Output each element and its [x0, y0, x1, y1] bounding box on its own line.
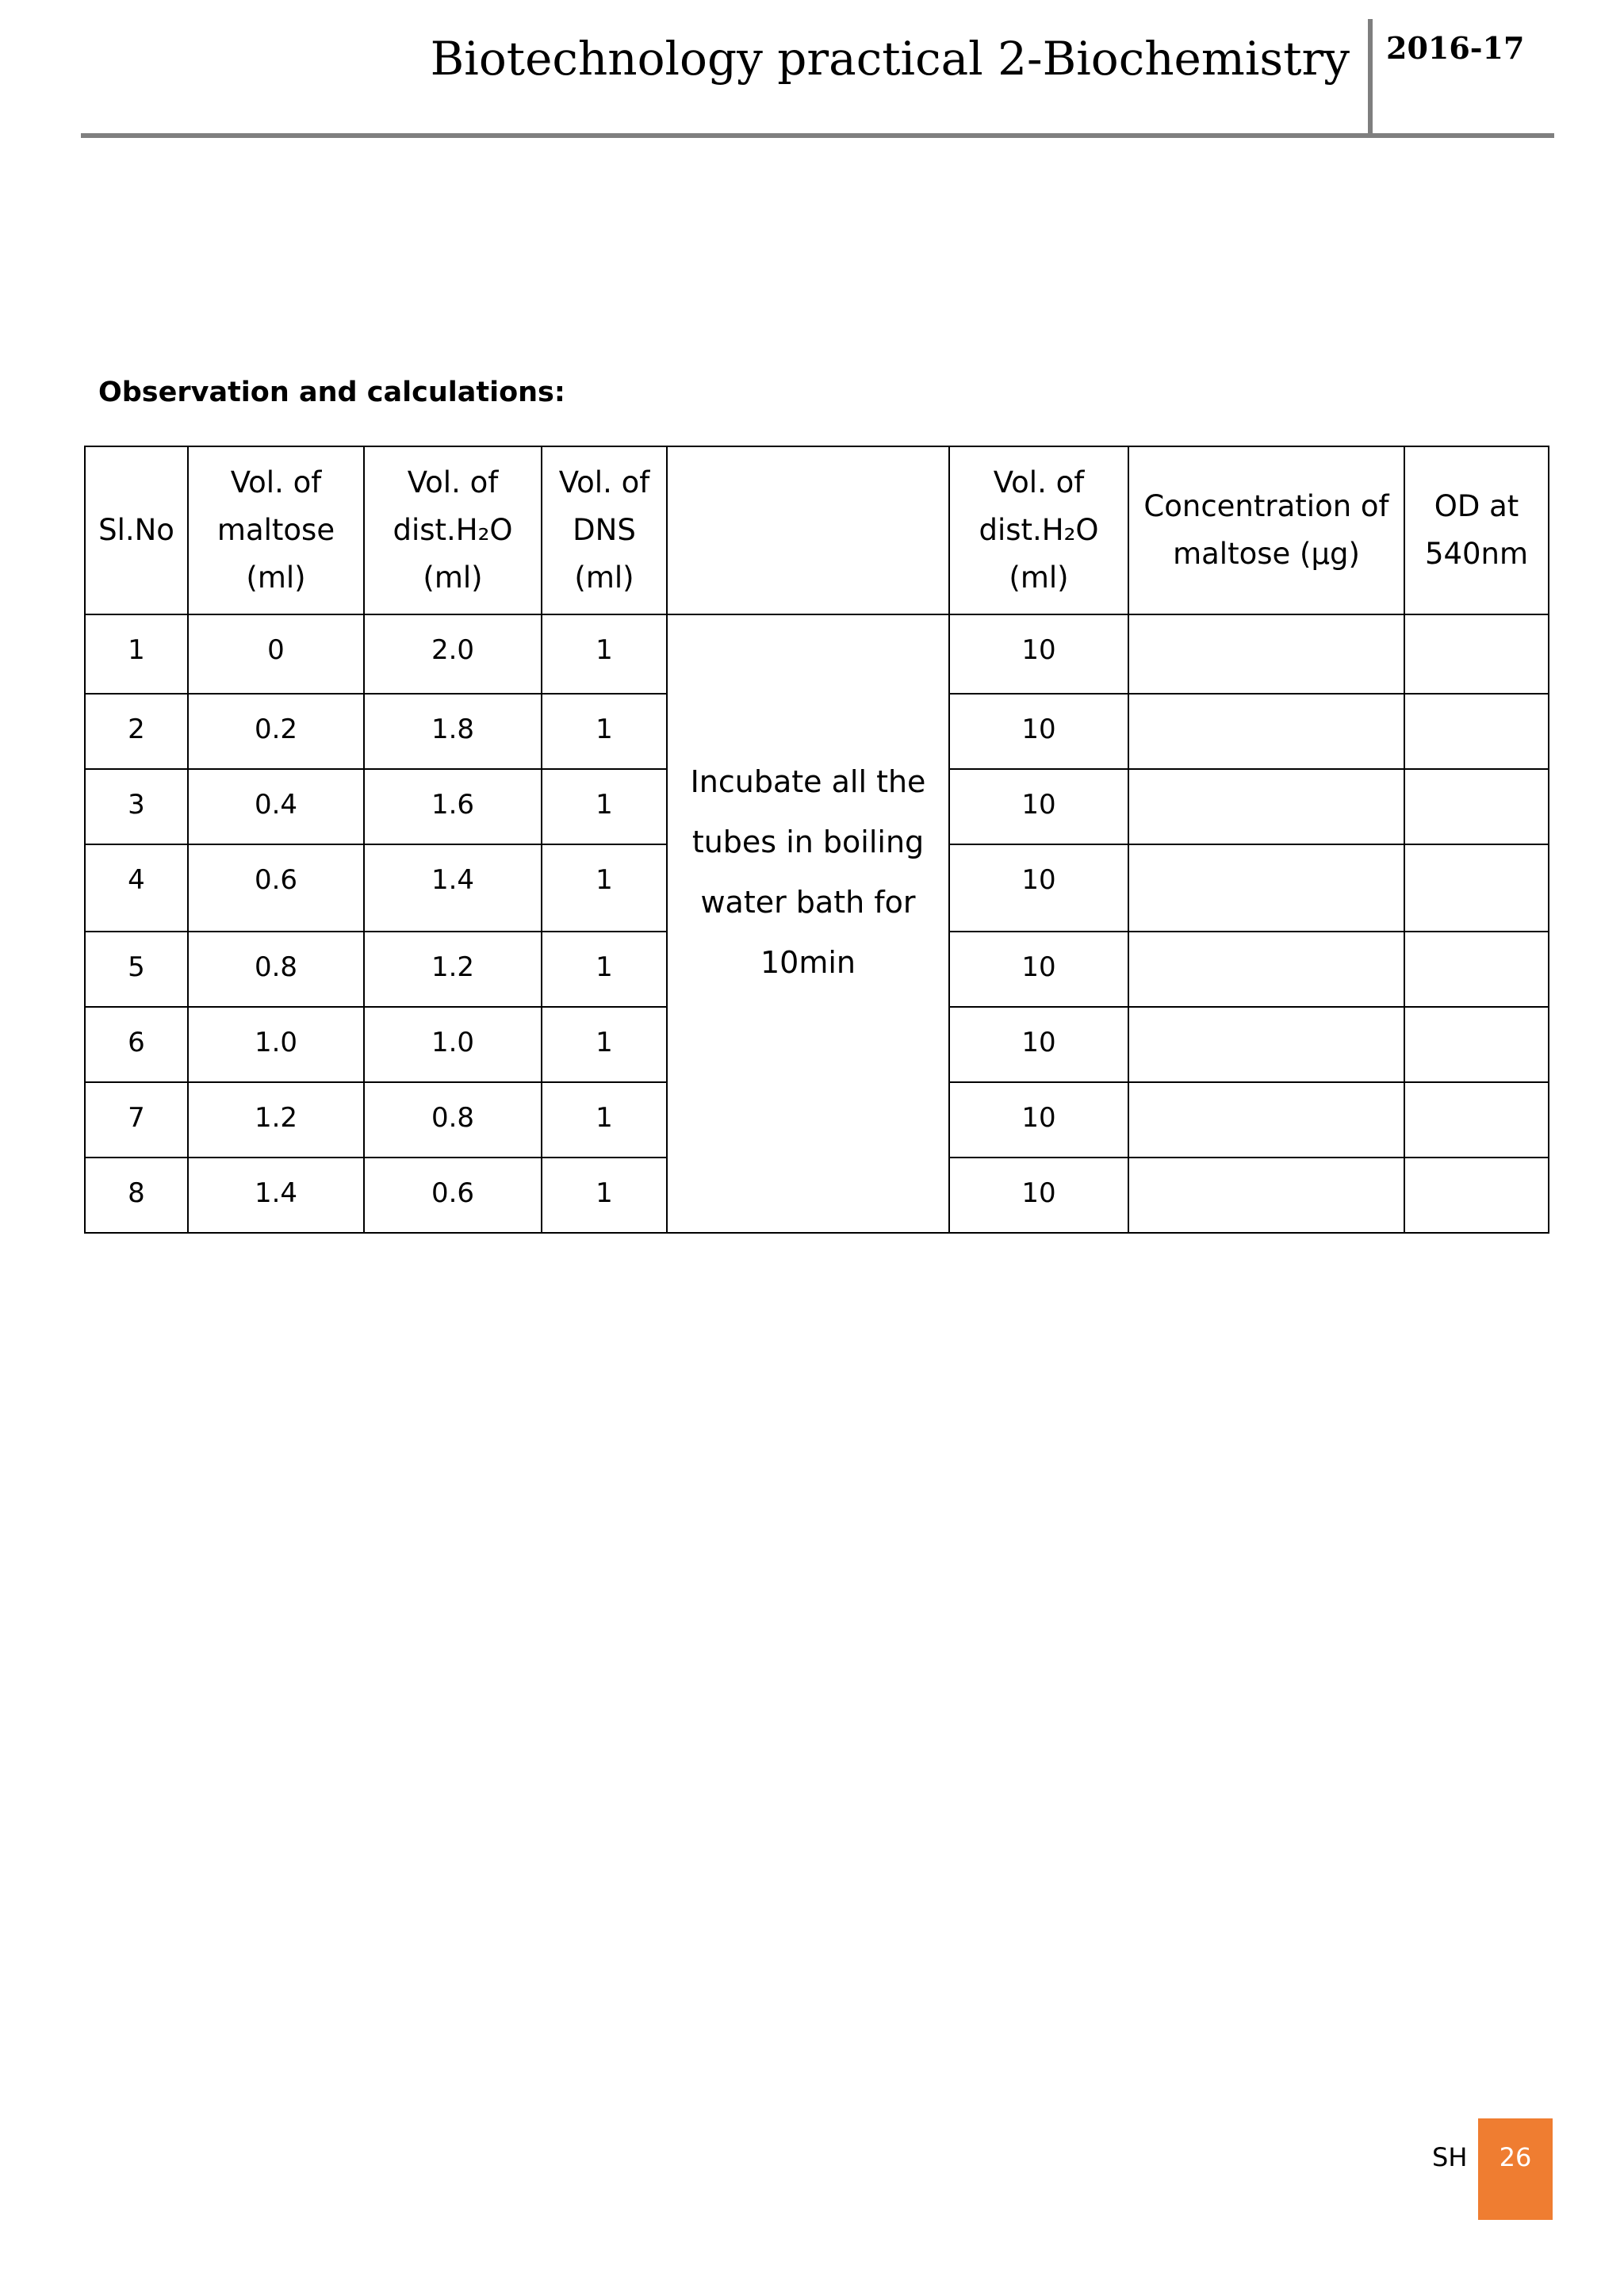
cell-water: 1.6 — [364, 769, 542, 844]
cell-concentration — [1128, 932, 1404, 1007]
cell-maltose: 0.2 — [188, 694, 364, 769]
cell-concentration — [1128, 769, 1404, 844]
cell-water-2: 10 — [949, 1158, 1128, 1233]
cell-concentration — [1128, 614, 1404, 694]
cell-water-2: 10 — [949, 694, 1128, 769]
cell-dns: 1 — [542, 614, 667, 694]
cell-sl: 6 — [85, 1007, 188, 1082]
cell-sl: 3 — [85, 769, 188, 844]
header-vol-water-2: Vol. of dist.H₂O (ml) — [949, 446, 1128, 614]
cell-water-2: 10 — [949, 932, 1128, 1007]
cell-sl: 5 — [85, 932, 188, 1007]
header-rule — [81, 133, 1554, 138]
cell-od — [1404, 932, 1549, 1007]
incubation-note: Incubate all the tubes in boiling water bath for 10min — [667, 614, 949, 1233]
observation-table — [84, 446, 1549, 1234]
header-year: 2016-17 — [1386, 30, 1525, 66]
header-vol-water: Vol. of dist.H₂O (ml) — [364, 446, 542, 614]
cell-od — [1404, 1007, 1549, 1082]
cell-concentration — [1128, 844, 1404, 932]
cell-maltose: 0 — [188, 614, 364, 694]
table-header-row — [85, 446, 1549, 614]
cell-maltose: 1.0 — [188, 1007, 364, 1082]
cell-dns: 1 — [542, 844, 667, 932]
cell-water-2: 10 — [949, 844, 1128, 932]
header-sl-no: Sl.No — [85, 446, 188, 614]
cell-maltose: 1.2 — [188, 1082, 364, 1158]
cell-maltose: 0.6 — [188, 844, 364, 932]
page-header-title: Biotechnology practical 2-Biochemistry — [430, 32, 1350, 86]
cell-dns: 1 — [542, 1007, 667, 1082]
cell-concentration — [1128, 1007, 1404, 1082]
cell-sl: 8 — [85, 1158, 188, 1233]
cell-water-2: 10 — [949, 1007, 1128, 1082]
header-concentration: Concentration of maltose (µg) — [1128, 446, 1404, 614]
cell-dns: 1 — [542, 769, 667, 844]
cell-od — [1404, 769, 1549, 844]
cell-dns: 1 — [542, 1082, 667, 1158]
cell-od — [1404, 1158, 1549, 1233]
page-number-badge: 26 — [1478, 2118, 1553, 2220]
cell-water: 2.0 — [364, 614, 542, 694]
header-blank — [667, 446, 949, 614]
cell-sl: 7 — [85, 1082, 188, 1158]
cell-concentration — [1128, 1082, 1404, 1158]
header-divider — [1368, 19, 1373, 136]
cell-od — [1404, 844, 1549, 932]
cell-maltose: 0.4 — [188, 769, 364, 844]
cell-concentration — [1128, 694, 1404, 769]
header-vol-maltose: Vol. of maltose (ml) — [188, 446, 364, 614]
cell-od — [1404, 694, 1549, 769]
cell-water: 0.6 — [364, 1158, 542, 1233]
cell-water: 1.0 — [364, 1007, 542, 1082]
cell-water-2: 10 — [949, 769, 1128, 844]
cell-water: 1.4 — [364, 844, 542, 932]
header-vol-dns: Vol. of DNS (ml) — [542, 446, 667, 614]
section-heading: Observation and calculations: — [98, 377, 565, 408]
cell-dns: 1 — [542, 694, 667, 769]
cell-water-2: 10 — [949, 1082, 1128, 1158]
cell-dns: 1 — [542, 932, 667, 1007]
cell-water-2: 10 — [949, 614, 1128, 694]
cell-maltose: 0.8 — [188, 932, 364, 1007]
header-od: OD at 540nm — [1404, 446, 1549, 614]
cell-sl: 4 — [85, 844, 188, 932]
cell-water: 1.2 — [364, 932, 542, 1007]
cell-od — [1404, 614, 1549, 694]
cell-dns: 1 — [542, 1158, 667, 1233]
cell-concentration — [1128, 1158, 1404, 1233]
cell-maltose: 1.4 — [188, 1158, 364, 1233]
cell-water: 1.8 — [364, 694, 542, 769]
cell-sl: 1 — [85, 614, 188, 694]
footer-initials: SH — [1432, 2142, 1468, 2172]
cell-od — [1404, 1082, 1549, 1158]
cell-water: 0.8 — [364, 1082, 542, 1158]
cell-sl: 2 — [85, 694, 188, 769]
table-row — [85, 614, 1549, 694]
